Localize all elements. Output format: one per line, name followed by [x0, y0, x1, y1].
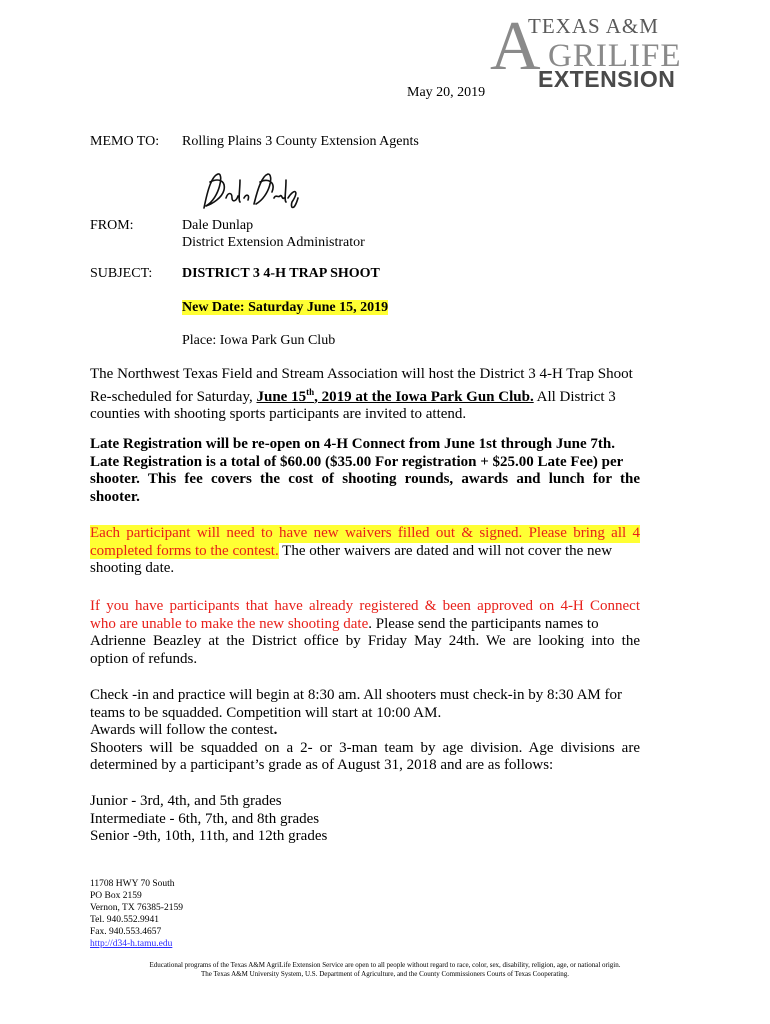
address-line: Fax. 940.553.4657 — [90, 927, 162, 937]
schedule-line-3: Awards will follow the contest. — [90, 722, 278, 738]
waivers-line-2: completed forms to the contest. The other waivers are dated and will not cover the new — [90, 542, 613, 559]
memo-subject-value: DISTRICT 3 4-H TRAP SHOOT — [182, 266, 380, 281]
waivers-line-1: Each participant will need to have new waivers filled out & signed. Please bring all 4 — [90, 525, 640, 541]
late-reg-line-4: shooter. — [90, 488, 140, 505]
memo-place: Place: Iowa Park Gun Club — [182, 333, 336, 348]
refunds-line-3: Adrienne Beazley at the District office by Friday May 24th. We are looking into the — [90, 633, 640, 649]
address-line: Vernon, TX 76385-2159 — [90, 903, 183, 913]
refunds-line-2: who are unable to make the new shooting date. Please send the participants names to — [90, 615, 599, 632]
age-divisions-list — [90, 793, 640, 846]
website-link[interactable]: http://d34-h.tamu.edu — [90, 939, 173, 949]
footer-address — [90, 878, 183, 950]
waivers-line-3: shooting date. — [90, 560, 175, 576]
logo-agrilife: GRILIFE — [548, 38, 682, 74]
schedule-line-5: determined by a participant’s grade as of August 31, 2018 and are as follows: — [90, 757, 554, 773]
memo-from-name: Dale Dunlap — [182, 218, 254, 233]
signature-image — [196, 168, 306, 216]
disclaimer-line-2: The Texas A&M University System, U.S. Department of Agriculture, and the County Commissioners Courts of Texas Cooperating. — [201, 970, 569, 978]
late-reg-line-1: Late Registration will be re-open on 4-H Connect from June 1st through June 7th. — [90, 436, 615, 452]
logo-texas-am: TEXAS A&M — [528, 14, 659, 38]
logo-extension: EXTENSION — [538, 66, 676, 92]
memo-new-date — [182, 300, 388, 316]
late-reg-line-2: Late Registration is a total of $60.00 ($35.00 For registration + $25.00 Late Fee) per — [90, 453, 624, 470]
memo-to-value: Rolling Plains 3 County Extension Agents — [182, 134, 419, 149]
address-line: Tel. 940.552.9941 — [90, 915, 159, 925]
disclaimer-line-1: Educational programs of the Texas A&M AgriLife Extension Service are open to all people without regard to race, color, sex, disability, religion, age, or national origin. — [149, 961, 621, 969]
event-date-location: June 15th, 2019 at the Iowa Park Gun Club. — [256, 386, 534, 405]
intro-line-1: The Northwest Texas Field and Stream Association will host the District 3 4-H Trap Shoot — [90, 366, 633, 382]
division-senior: Senior -9th, 10th, 11th, and 12th grades — [90, 828, 328, 844]
paragraph-waivers — [90, 525, 640, 578]
logo-letter-a: A — [490, 8, 541, 85]
refunds-line-1: If you have participants that have already registered & been approved on 4-H Connect — [90, 598, 640, 614]
footer-disclaimer — [60, 961, 710, 979]
address-line: 11708 HWY 70 South — [90, 879, 175, 889]
new-date-highlight: New Date: Saturday June 15, 2019 — [182, 300, 389, 315]
intro-line-3: counties with shooting sports participants are invited to attend. — [90, 406, 467, 422]
memo-from-label: FROM: — [90, 218, 134, 233]
schedule-line-1: Check -in and practice will begin at 8:30 am. All shooters must check-in by 8:30 AM for — [90, 687, 622, 703]
paragraph-schedule — [90, 687, 640, 775]
refunds-line-4: option of refunds. — [90, 650, 198, 667]
address-line: PO Box 2159 — [90, 891, 142, 901]
memo-from-title: District Extension Administrator — [182, 235, 365, 250]
schedule-line-2: teams to be squadded. Competition will start at 10:00 AM. — [90, 704, 442, 721]
memo-date: May 20, 2019 — [407, 85, 486, 100]
memo-subject-label: SUBJECT: — [90, 266, 153, 281]
intro-line-2: Re-scheduled for Saturday, June 15th, 2019 at the Iowa Park Gun Club. All District 3 — [90, 386, 616, 405]
late-reg-line-3: shooter. This fee covers the cost of shooting rounds, awards and lunch for the — [90, 471, 640, 487]
memo-to-label: MEMO TO: — [90, 134, 160, 149]
division-intermediate: Intermediate - 6th, 7th, and 8th grades — [90, 810, 320, 827]
paragraph-intro — [90, 366, 640, 424]
schedule-line-4: Shooters will be squadded on a 2- or 3-man team by age division. Age divisions are — [90, 739, 640, 756]
paragraph-refunds — [90, 598, 640, 668]
paragraph-late-registration — [90, 436, 640, 506]
division-junior: Junior - 3rd, 4th, and 5th grades — [90, 793, 282, 809]
